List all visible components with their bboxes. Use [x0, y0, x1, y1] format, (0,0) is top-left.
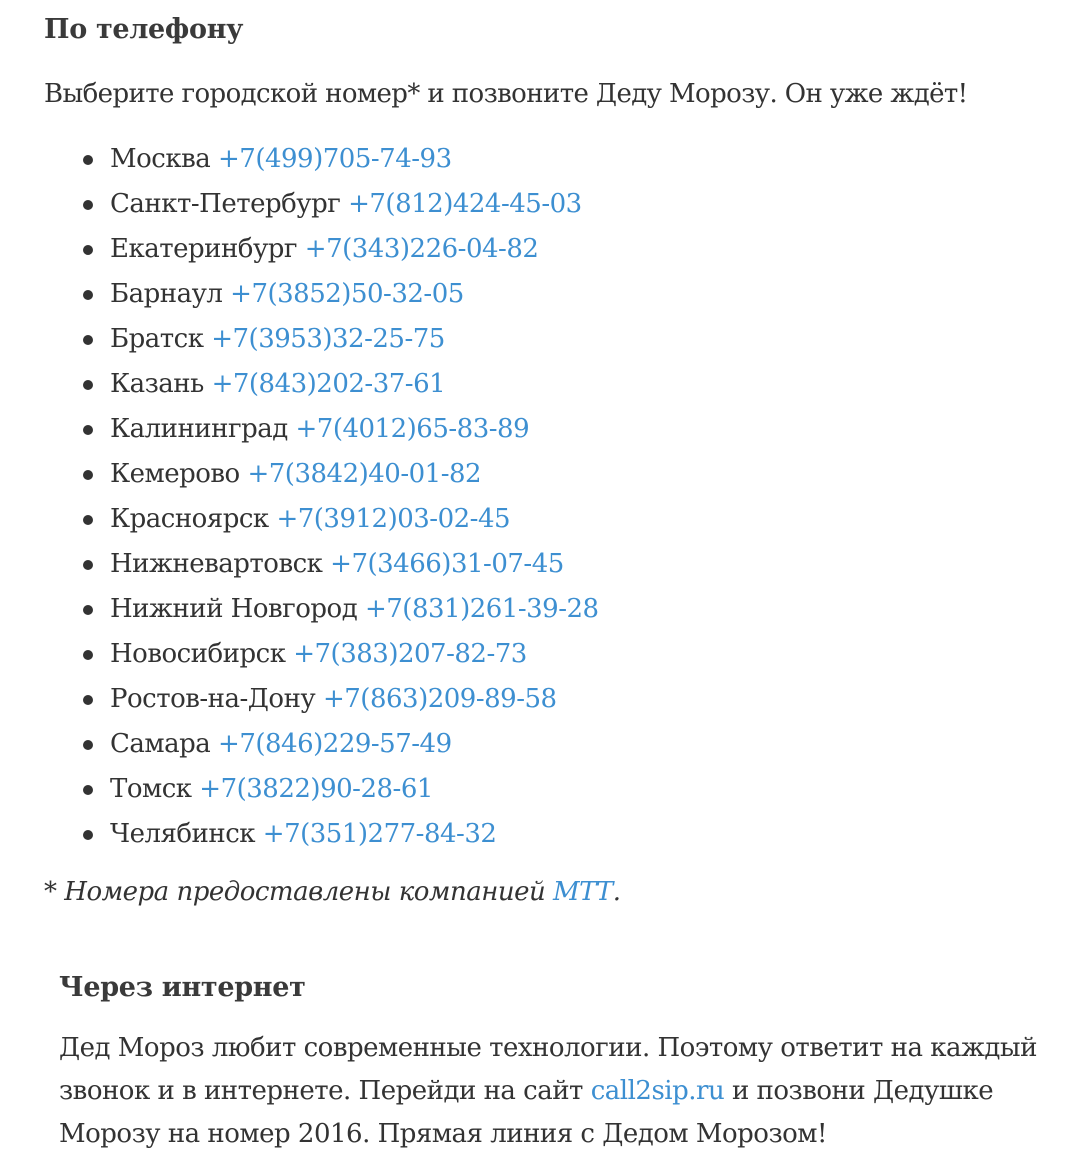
footnote	[44, 877, 621, 907]
phone-link[interactable]: +7(3852)50-32-05	[230, 279, 464, 309]
phone-link[interactable]: +7(831)261-39-28	[364, 594, 599, 624]
phone-section-title: По телефону	[44, 14, 244, 45]
bullet-icon	[83, 425, 93, 435]
phone-link[interactable]: +7(3822)90-28-61	[199, 774, 433, 804]
bullet-icon	[83, 605, 93, 615]
city-name: Томск	[110, 774, 192, 804]
phone-link[interactable]: +7(3912)03-02-45	[276, 504, 511, 534]
city-name: Екатеринбург	[110, 234, 298, 264]
phone-link[interactable]: +7(863)209-89-58	[322, 684, 557, 714]
bullet-icon	[83, 155, 93, 165]
city-list-item	[0, 362, 599, 407]
city-name: Барнаул	[110, 279, 223, 309]
city-name: Москва	[110, 144, 211, 174]
city-name: Казань	[110, 369, 204, 399]
city-list-item	[0, 542, 599, 587]
city-phone-list	[0, 137, 599, 857]
city-name: Братск	[110, 324, 204, 354]
city-list-item	[0, 812, 599, 857]
city-list-item	[0, 632, 599, 677]
city-list-item	[0, 182, 599, 227]
city-list-item	[0, 227, 599, 272]
city-list-item	[0, 137, 599, 182]
phone-link[interactable]: +7(3466)31-07-45	[330, 549, 564, 579]
city-list-item	[0, 497, 599, 542]
mtt-link[interactable]: МТТ	[552, 877, 613, 907]
city-list-item	[0, 317, 599, 362]
city-list-item	[0, 407, 599, 452]
bullet-icon	[83, 335, 93, 345]
footnote-period: .	[612, 877, 621, 907]
phone-link[interactable]: +7(351)277-84-32	[262, 819, 497, 849]
phone-link[interactable]: +7(843)202-37-61	[211, 369, 446, 399]
bullet-icon	[83, 245, 93, 255]
city-name: Ростов-на-Дону	[110, 684, 316, 714]
city-name: Красноярск	[110, 504, 269, 534]
phone-link[interactable]: +7(3842)40-01-82	[247, 459, 482, 489]
city-name: Челябинск	[110, 819, 256, 849]
city-list-item	[0, 767, 599, 812]
city-name: Калининград	[110, 414, 288, 444]
bullet-icon	[83, 515, 93, 525]
bullet-icon	[83, 200, 93, 210]
city-list-item	[0, 722, 599, 767]
footnote-text: Номера предоставлены компанией	[64, 877, 553, 907]
bullet-icon	[83, 470, 93, 480]
phone-link[interactable]: +7(343)226-04-82	[304, 234, 539, 264]
bullet-icon	[83, 740, 93, 750]
phone-intro-text: Выберите городской номер* и позвоните Деду Морозу. Он уже ждёт!	[44, 79, 968, 109]
city-name: Самара	[110, 729, 211, 759]
city-name: Санкт-Петербург	[110, 189, 341, 219]
bullet-icon	[83, 695, 93, 705]
bullet-icon	[83, 290, 93, 300]
phone-link[interactable]: +7(499)705-74-93	[218, 144, 452, 174]
city-name: Новосибирск	[110, 639, 286, 669]
city-name: Нижний Новгород	[110, 594, 358, 624]
bullet-icon	[83, 830, 93, 840]
city-list-item	[0, 677, 599, 722]
bullet-icon	[83, 650, 93, 660]
city-list-item	[0, 587, 599, 632]
phone-link[interactable]: +7(812)424-45-03	[348, 189, 582, 219]
bullet-icon	[83, 785, 93, 795]
internet-text-part2: и позвони Дедушке Морозу на номер 2016. Прямая линия с Дедом Морозом!	[59, 1076, 994, 1149]
bullet-icon	[83, 560, 93, 570]
phone-link[interactable]: +7(3953)32-25-75	[211, 324, 445, 354]
internet-text	[59, 1027, 1049, 1156]
call2sip-link[interactable]: call2sip.ru	[590, 1076, 725, 1106]
phone-link[interactable]: +7(4012)65-83-89	[295, 414, 530, 444]
bullet-icon	[83, 380, 93, 390]
phone-link[interactable]: +7(846)229-57-49	[218, 729, 452, 759]
city-list-item	[0, 452, 599, 497]
internet-text-part1: Дед Мороз любит современные технологии. Поэтому ответит на каждый звонок и в интернете. Перейди на сайт	[59, 1033, 1037, 1106]
city-name: Нижневартовск	[110, 549, 323, 579]
footnote-asterisk: *	[44, 877, 65, 907]
internet-section-title: Через интернет	[59, 972, 306, 1003]
city-name: Кемерово	[110, 459, 240, 489]
city-list-item	[0, 272, 599, 317]
phone-link[interactable]: +7(383)207-82-73	[293, 639, 527, 669]
